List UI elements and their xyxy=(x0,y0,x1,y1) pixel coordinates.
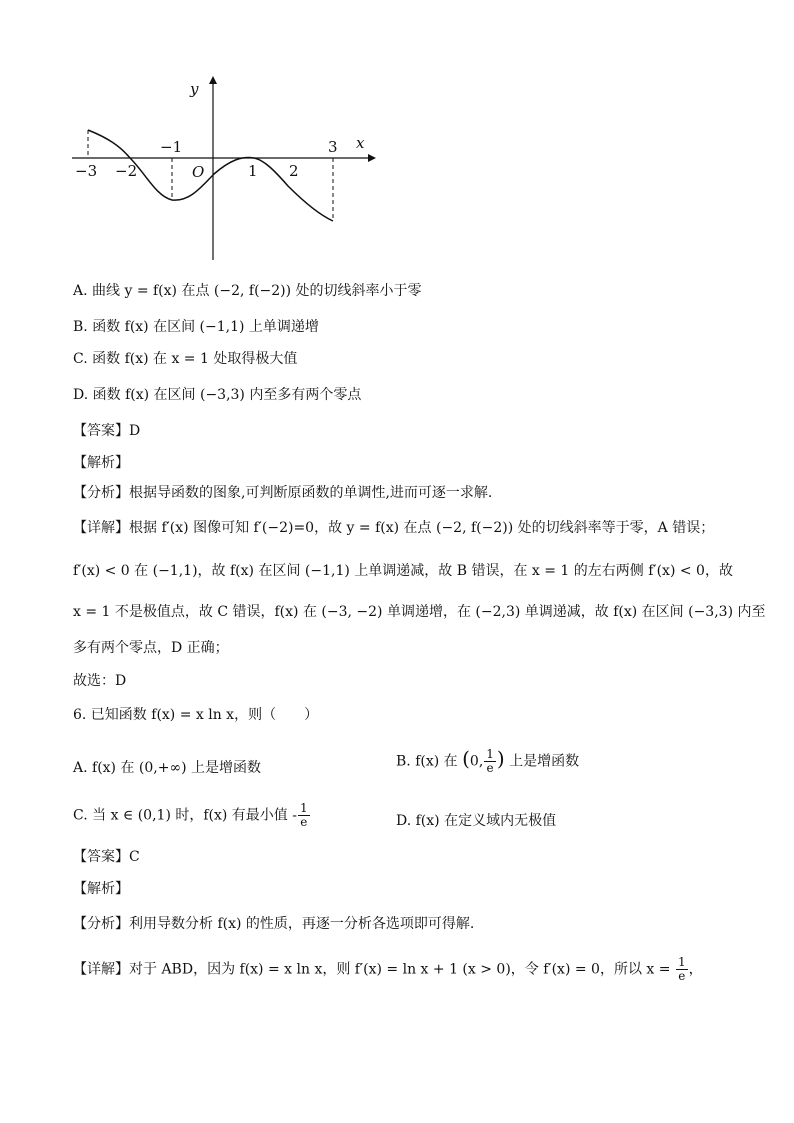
answer-label: 【答案】 xyxy=(73,423,129,439)
fenxi-label: 【分析】 xyxy=(73,485,129,501)
q5-answer xyxy=(73,421,140,441)
q5-detail-line-4: 多有两个零点，D 正确； xyxy=(73,640,229,656)
q5-option-c: C. 函数 f(x) 在 x = 1 处取得极大值 xyxy=(73,351,298,367)
q5-detail-line-1 xyxy=(73,518,714,538)
derivative-graph xyxy=(60,74,380,264)
q5-option-d: D. 函数 f(x) 在区间 (−3,3) 内至多有两个零点 xyxy=(73,387,362,403)
q6-option-a: A. f(x) 在 (0,+∞) 上是增函数 xyxy=(73,760,262,776)
detail-text-1: 根据 f′(x) 图像可知 f′(−2)=0，故 y = f(x) 在点 (−2, f(−2)) 处的切线斜率等于零，A 错误； xyxy=(129,520,715,536)
q6-analysis-label: 【解析】 xyxy=(73,881,129,897)
q5-option-a: A. 曲线 y = f(x) 在点 (−2, f(−2)) 处的切线斜率小于零 xyxy=(73,283,422,299)
q6-option-b: B. f(x) 在 (0, $\frac{1}{e}$ ) 上是增函数 xyxy=(396,746,580,775)
q6-option-d: D. f(x) 在定义域内无极值 xyxy=(396,813,557,829)
fenxi-text: 根据导函数的图象,可判断原函数的单调性,进而可逐一求解. xyxy=(129,485,493,501)
tick-minus-3: −3 xyxy=(75,162,98,180)
x-axis-arrow xyxy=(368,154,376,162)
q6-fenxi: 【分析】利用导数分析 f(x) 的性质，再逐一分析各选项即可得解. xyxy=(73,916,475,932)
analysis-label: 【解析】 xyxy=(73,455,129,471)
tick-3: 3 xyxy=(328,138,338,156)
q5-detail-line-3: x = 1 不是极值点，故 C 错误，f(x) 在 (−3, −2) 单调递增，在 (−2,3) 单调递减，故 f(x) 在区间 (−3,3) 内至 xyxy=(73,604,766,620)
q5-option-b: B. 函数 f(x) 在区间 (−1,1) 上单调递增 xyxy=(73,319,319,335)
tick-minus-2: −2 xyxy=(115,162,138,180)
axis-y-label: y xyxy=(190,80,199,98)
fraction-1-over-e: $\frac{1}{e}$ xyxy=(677,955,686,983)
axis-x-label: x xyxy=(356,134,365,152)
fraction-1-over-e: $\frac{1}{e}$ xyxy=(486,747,494,775)
tick-minus-1: −1 xyxy=(160,138,183,156)
q5-detail-line-2: f′(x) < 0 在 (−1,1)，故 f(x) 在区间 (−1,1) 上单调递减，故 B 错误，在 x = 1 的左右两侧 f′(x) < 0，故 xyxy=(73,563,733,579)
q6-stem: 6. 已知函数 f(x) = x ln x，则（ ） xyxy=(73,707,319,723)
y-axis-arrow xyxy=(209,76,217,84)
q5-choose: 故选：D xyxy=(73,673,127,689)
q6-option-c: C. 当 x ∈ (0,1) 时，f(x) 有最小值 - $\frac{1}{e}$ xyxy=(73,801,308,829)
origin-label: O xyxy=(192,163,205,181)
detail-label: 【详解】 xyxy=(73,520,129,536)
answer-value: D xyxy=(129,423,141,439)
q5-fenxi xyxy=(73,483,492,503)
fraction-1-over-e: $\frac{1}{e}$ xyxy=(300,801,308,829)
q6-detail: 【详解】对于 ABD，因为 f(x) = x ln x，则 f′(x) = ln x + 1 (x > 0)，令 f′(x) = 0，所以 x = $\frac{1}{e}$ ， xyxy=(73,955,703,983)
tick-1: 1 xyxy=(248,162,258,180)
q6-answer: 【答案】C xyxy=(73,849,140,865)
tick-2: 2 xyxy=(289,162,299,180)
